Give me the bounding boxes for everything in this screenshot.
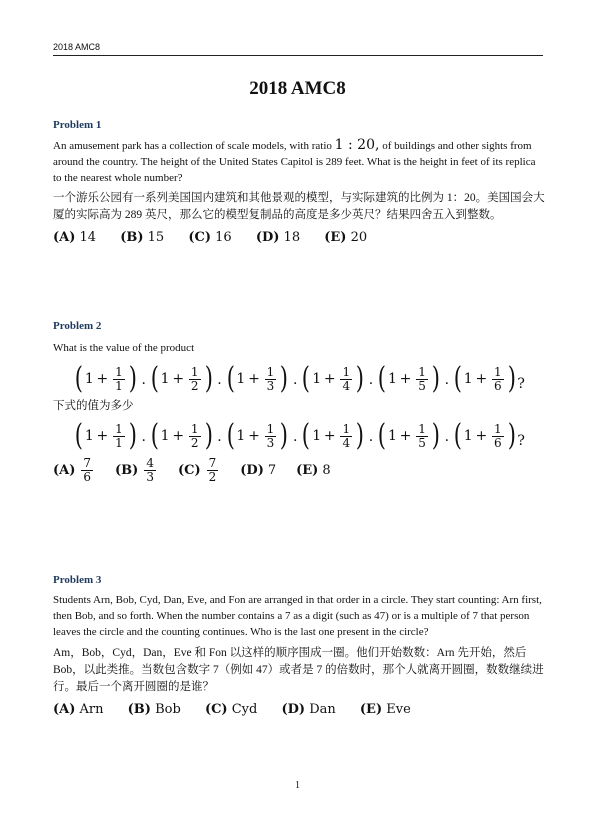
numerator: 1 <box>115 364 123 379</box>
right-paren: ) <box>128 361 137 396</box>
problem-2-text-en: What is the value of the product <box>53 342 195 354</box>
numerator: 1 <box>266 421 275 436</box>
factor-plus: + <box>245 371 263 387</box>
denominator: 5 <box>418 378 426 393</box>
factor-plus: + <box>472 371 490 387</box>
numerator: 1 <box>342 421 351 436</box>
factor-one: 1 <box>387 371 397 387</box>
product-factor <box>300 361 365 396</box>
numerator: 1 <box>190 421 199 436</box>
factor-plus: + <box>93 428 112 444</box>
denominator: 6 <box>494 435 502 450</box>
right-paren: ) <box>280 361 289 396</box>
denominator: 2 <box>190 435 199 450</box>
factor-one: 1 <box>312 428 322 444</box>
product-factor <box>73 418 138 453</box>
numerator: 1 <box>342 364 351 379</box>
factor-one: 1 <box>160 371 170 387</box>
fraction <box>340 423 352 450</box>
factor-one: 1 <box>236 371 246 387</box>
right-paren: ) <box>507 361 516 396</box>
denominator: 2 <box>190 378 199 393</box>
denominator: 3 <box>266 378 275 393</box>
right-paren: ) <box>355 418 365 453</box>
problem-1-text-en <box>53 137 545 186</box>
problem-3 <box>53 574 545 717</box>
multiply-dot: · <box>368 433 374 449</box>
product-factor <box>452 361 517 396</box>
numerator: 1 <box>190 364 199 379</box>
factor-one: 1 <box>236 428 246 444</box>
factor-plus: + <box>169 428 187 444</box>
product-factor <box>225 418 290 453</box>
problem-1-text-en-post: of buildings and other sights from around the country. The height of the United States Capitol is 289 feet. What is the height in feet of its replica to the nearest whole number? <box>53 140 536 184</box>
page-title: 2018 AMC8 <box>249 78 346 99</box>
problem-2 <box>53 320 545 484</box>
denominator: 4 <box>342 378 351 393</box>
multiply-dot: · <box>141 376 146 392</box>
denominator: 5 <box>418 435 426 450</box>
problem-3-text-en: Students Arn, Bob, Cyd, Dan, Eve, and Fon are arranged in that order in a circle. They start counting: Arn first, then Bob, and so forth. When the number contains a 7 as a digit (such as 47) or is a multiple of 7 that person leaves the circle and the counting continues. Who is the last one present in the circle? <box>53 594 542 638</box>
left-paren: ( <box>453 418 462 453</box>
factor-plus: + <box>396 371 415 387</box>
problem-1-text-zh: 一个游乐公园有一系列美国国内建筑和其他景观的模型，与实际建筑的比例为 1：20。美国国会大厦的实际高为 289 英尺，那么它的模型复制品的高度是多少英尺？结果四舍五入到整数。 <box>53 192 545 221</box>
product-expression-en <box>53 361 545 396</box>
right-paren: ) <box>431 361 440 396</box>
fraction <box>189 366 201 393</box>
problem-2-text-zh: 下式的值为多少 <box>53 400 134 412</box>
problem-1-ratio: 1 : 20, <box>334 137 380 153</box>
page-number: 1 <box>295 780 300 791</box>
left-paren: ( <box>302 361 311 396</box>
right-paren: ) <box>355 361 365 396</box>
left-paren: ( <box>74 361 84 396</box>
product-factor <box>225 361 290 396</box>
factor-plus: + <box>321 428 339 444</box>
factor-one: 1 <box>387 428 397 444</box>
product-expression-zh <box>53 418 545 453</box>
choice-d: (D) 18 <box>255 230 301 245</box>
factor-plus: + <box>472 428 490 444</box>
fraction <box>416 366 428 393</box>
left-paren: ( <box>150 361 159 396</box>
fraction <box>416 423 428 450</box>
right-paren: ) <box>431 418 440 453</box>
choice-b: (B) $\frac{4}{3}$ <box>115 456 154 484</box>
choice-c: (C) $\frac{7}{2}$ <box>177 456 217 484</box>
right-paren: ) <box>204 418 213 453</box>
question-mark: ? <box>517 433 525 449</box>
product-factor <box>149 418 214 453</box>
running-header: 2018 AMC8 <box>53 42 101 52</box>
fraction <box>113 366 125 393</box>
fraction <box>265 423 277 450</box>
problem-3-choices <box>53 702 545 717</box>
factor-one: 1 <box>463 371 473 387</box>
problem-1 <box>53 119 545 245</box>
factor-plus: + <box>169 371 187 387</box>
fraction <box>340 366 352 393</box>
right-paren: ) <box>280 418 289 453</box>
fraction <box>113 423 125 450</box>
numerator: 1 <box>494 364 502 379</box>
problem-3-title: Problem 3 <box>53 574 102 586</box>
right-paren: ) <box>128 418 137 453</box>
multiply-dot: · <box>141 433 146 449</box>
multiply-dot: · <box>444 376 450 392</box>
numerator: 1 <box>418 421 426 436</box>
denominator: 1 <box>115 378 123 393</box>
numerator: 1 <box>418 364 426 379</box>
left-paren: ( <box>378 418 387 453</box>
choice-a: (A) Arn <box>53 702 104 717</box>
left-paren: ( <box>150 418 159 453</box>
header-rule <box>53 55 543 56</box>
choice-b: (B) 15 <box>120 230 165 245</box>
factor-plus: + <box>245 428 263 444</box>
fraction <box>492 423 504 450</box>
fraction <box>265 366 277 393</box>
factor-one: 1 <box>84 371 94 387</box>
product-factor <box>149 361 214 396</box>
choice-c: (C) 16 <box>188 230 232 245</box>
left-paren: ( <box>226 361 235 396</box>
fraction <box>189 423 201 450</box>
left-paren: ( <box>74 418 84 453</box>
multiply-dot: · <box>444 433 450 449</box>
numerator: 1 <box>115 421 123 436</box>
denominator: 3 <box>266 435 275 450</box>
choice-e: (E) 8 <box>296 463 331 478</box>
choice-a: (A) 14 <box>53 230 97 245</box>
problem-1-title: Problem 1 <box>53 119 102 131</box>
problem-2-title: Problem 2 <box>53 320 102 332</box>
right-paren: ) <box>204 361 213 396</box>
problem-2-choices <box>53 457 545 484</box>
left-paren: ( <box>378 361 387 396</box>
factor-plus: + <box>396 428 415 444</box>
question-mark: ? <box>517 376 525 392</box>
choice-d: (D) 7 <box>240 463 277 478</box>
denominator: 4 <box>342 435 351 450</box>
product-factor <box>300 418 365 453</box>
factor-plus: + <box>93 371 112 387</box>
left-paren: ( <box>302 418 311 453</box>
multiply-dot: · <box>217 376 222 392</box>
choice-c: (C) Cyd <box>204 702 258 717</box>
factor-one: 1 <box>160 428 170 444</box>
product-factor <box>376 418 441 453</box>
factor-one: 1 <box>463 428 473 444</box>
right-paren: ) <box>507 418 516 453</box>
problem-3-text-zh: Am，Bob，Cyd，Dan，Eve 和 Fon 以这样的顺序围成一圈。他们开始数数：Arn 先开始，然后 Bob，以此类推。当数包含数字 7（例如 47）或者是 7 的倍数时，那个人就离开圆圈，数数继续进行。最后一个离开圆圈的是谁？ <box>53 647 544 693</box>
denominator: 1 <box>115 435 123 450</box>
problem-1-choices <box>53 230 545 245</box>
product-factor <box>376 361 441 396</box>
multiply-dot: · <box>217 433 222 449</box>
product-factor <box>73 361 138 396</box>
fraction <box>492 366 504 393</box>
problem-1-text-en-pre: An amusement park has a collection of scale models, with ratio <box>53 140 335 152</box>
multiply-dot: · <box>368 376 374 392</box>
left-paren: ( <box>226 418 235 453</box>
choice-d: (D) Dan <box>281 702 336 717</box>
choice-e: (E) 20 <box>324 230 368 245</box>
factor-one: 1 <box>312 371 322 387</box>
factor-plus: + <box>321 371 339 387</box>
numerator: 1 <box>266 364 275 379</box>
product-factor <box>452 418 517 453</box>
factor-one: 1 <box>84 428 94 444</box>
choice-a: (A) $\frac{7}{6}$ <box>53 456 92 484</box>
denominator: 6 <box>494 378 502 393</box>
numerator: 1 <box>494 421 502 436</box>
left-paren: ( <box>453 361 462 396</box>
choice-e: (E) Eve <box>359 702 411 717</box>
multiply-dot: · <box>293 433 298 449</box>
choice-b: (B) Bob <box>127 702 181 717</box>
multiply-dot: · <box>293 376 298 392</box>
